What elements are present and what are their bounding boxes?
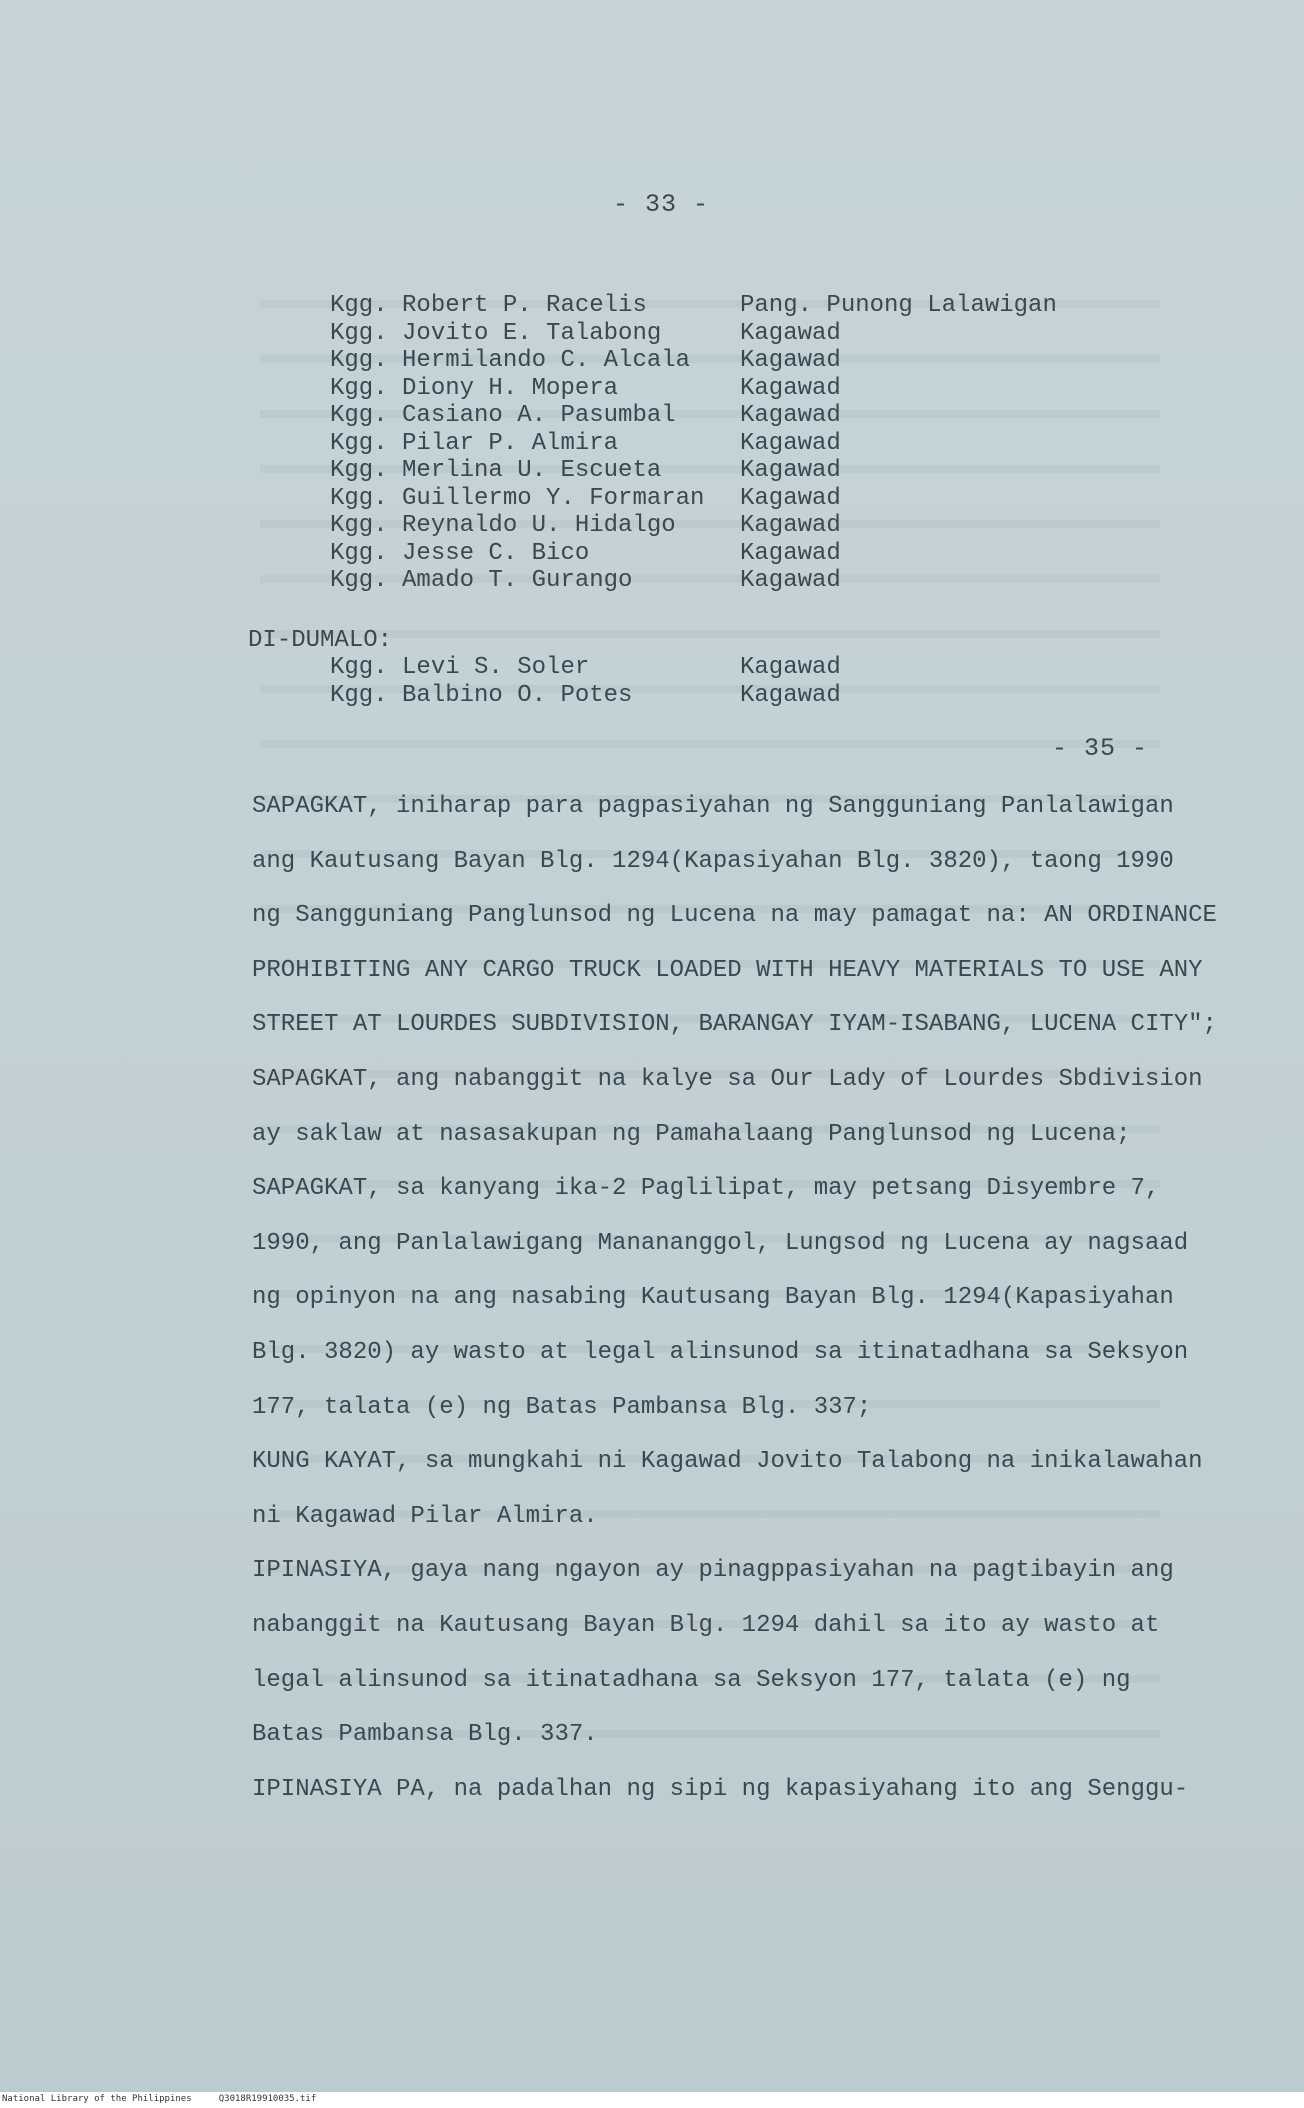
resolution-line: SAPAGKAT, ang nabanggit na kalye sa Our Lady of Lourdes Sbdivision (252, 1065, 1203, 1093)
attendee-name: Kgg. Guillermo Y. Formaran (330, 484, 705, 512)
attendee-row (330, 375, 1057, 403)
attendee-role: Kagawad (740, 567, 841, 594)
attendee-row (330, 485, 1057, 513)
attendee-row (330, 292, 1057, 320)
page-number-top: - 33 - (613, 190, 710, 219)
resolution-line: PROHIBITING ANY CARGO TRUCK LOADED WITH HEAVY MATERIALS TO USE ANY (252, 956, 1203, 984)
attendee-name: Kgg. Merlina U. Escueta (330, 457, 662, 484)
resolution-line: 177, talata (e) ng Batas Pambansa Blg. 337; (252, 1393, 872, 1421)
attendee-name: Kgg. Diony H. Mopera (330, 374, 619, 402)
resolution-body (252, 780, 1217, 1817)
attendee-role: Kagawad (740, 539, 841, 567)
resolution-line: IPINASIYA, gaya nang ngayon ay pinagppasiyahan na pagtibayin ang (252, 1557, 1174, 1585)
scan-footer: National Library of the Philippines Q3018R19910035.tif (2, 2094, 317, 2104)
attendee-name: Kgg. Hermilando C. Alcala (330, 347, 691, 374)
attendee-name: Kgg. Casiano A. Pasumbal (330, 402, 676, 429)
attendee-name: Kgg. Jovito E. Talabong (330, 319, 662, 347)
attendee-name: Kgg. Jesse C. Bico (330, 539, 590, 567)
resolution-line: STREET AT LOURDES SUBDIVISION, BARANGAY IYAM-ISABANG, LUCENA CITY"; (252, 1011, 1217, 1039)
attendee-role: Kagawad (740, 484, 841, 512)
resolution-line: ni Kagawad Pilar Almira. (252, 1502, 598, 1530)
absentee-row (330, 682, 841, 710)
attendee-row (330, 457, 1057, 485)
resolution-line: SAPAGKAT, sa kanyang ika-2 Paglilipat, may petsang Disyembre 7, (252, 1175, 1160, 1203)
attendee-role: Kagawad (740, 347, 841, 374)
attendee-name: Kgg. Robert P. Racelis (330, 292, 647, 319)
attendee-row (330, 512, 1057, 540)
attendee-role: Kagawad (740, 512, 841, 539)
resolution-line: 1990, ang Panlalawigang Manananggol, Lungsod ng Lucena ay nagsaad (252, 1229, 1189, 1257)
absentee-role: Kagawad (740, 654, 841, 681)
attendee-list (330, 292, 1057, 595)
attendee-role: Kagawad (740, 457, 841, 484)
attendee-row (330, 347, 1057, 375)
attendee-role: Kagawad (740, 374, 841, 402)
resolution-line: ay saklaw at nasasakupan ng Pamahalaang Panglunsod ng Lucena; (252, 1120, 1131, 1148)
resolution-line: Blg. 3820) ay wasto at legal alinsunod sa itinatadhana sa Seksyon (252, 1338, 1189, 1366)
resolution-line: Batas Pambansa Blg. 337. (252, 1721, 598, 1749)
attendee-name: Kgg. Amado T. Gurango (330, 567, 633, 594)
attendee-name: Kgg. Reynaldo U. Hidalgo (330, 512, 676, 539)
attendee-row (330, 430, 1057, 458)
absentee-list (330, 654, 841, 709)
attendee-row (330, 320, 1057, 348)
resolution-line: ang Kautusang Bayan Blg. 1294(Kapasiyahan Blg. 3820), taong 1990 (252, 847, 1174, 875)
resolution-line: KUNG KAYAT, sa mungkahi ni Kagawad Jovito Talabong na inikalawahan (252, 1448, 1203, 1476)
attendee-role: Kagawad (740, 402, 841, 429)
attendee-row (330, 567, 1057, 595)
resolution-line: ng Sangguniang Panglunsod ng Lucena na may pamagat na: AN ORDINANCE (252, 902, 1217, 930)
resolution-line: nabanggit na Kautusang Bayan Blg. 1294 dahil sa ito ay wasto at (252, 1611, 1160, 1639)
absentee-name: Kgg. Balbino O. Potes (330, 681, 633, 709)
attendee-role: Pang. Punong Lalawigan (740, 292, 1057, 319)
resolution-line: SAPAGKAT, iniharap para pagpasiyahan ng Sangguniang Panlalawigan (252, 793, 1174, 820)
absent-heading: DI-DUMALO: (248, 627, 393, 654)
absentee-role: Kagawad (740, 681, 841, 709)
attendee-row (330, 402, 1057, 430)
attendee-row (330, 540, 1057, 568)
resolution-line: legal alinsunod sa itinatadhana sa Seksyon 177, talata (e) ng (252, 1666, 1131, 1694)
absentee-name: Kgg. Levi S. Soler (330, 654, 590, 681)
attendee-name: Kgg. Pilar P. Almira (330, 429, 619, 457)
attendee-role: Kagawad (740, 429, 841, 457)
page-number-right: - 35 - (1052, 734, 1149, 763)
resolution-line: IPINASIYA PA, na padalhan ng sipi ng kapasiyahang ito ang Senggu- (252, 1775, 1189, 1803)
resolution-line: ng opinyon na ang nasabing Kautusang Bayan Blg. 1294(Kapasiyahan (252, 1284, 1174, 1312)
absentee-row (330, 654, 841, 682)
attendee-role: Kagawad (740, 319, 841, 347)
